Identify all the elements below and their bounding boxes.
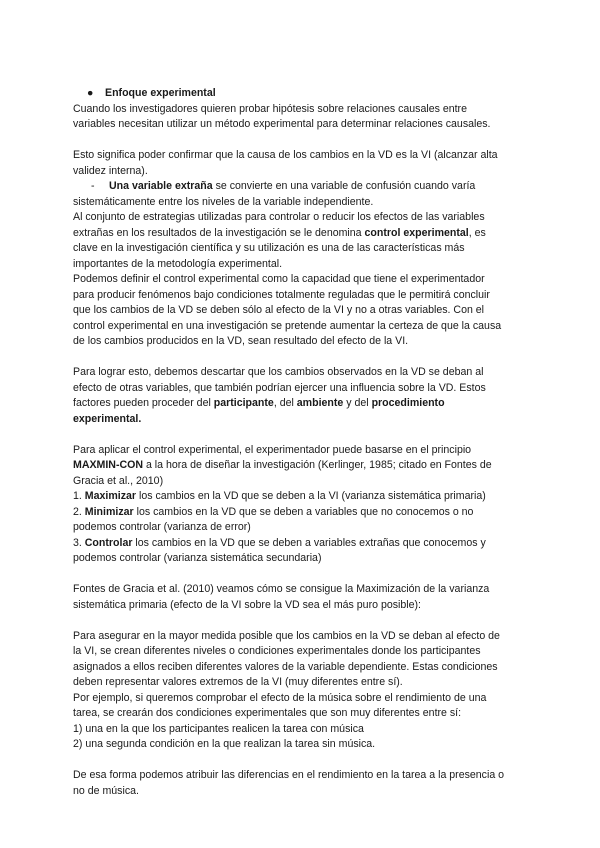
paragraph-line: De esa forma podemos atribuir las diferencias en el rendimiento en la tarea a la presencia o [73, 769, 505, 781]
paragraph-line: asignados a ellos reciben diferentes valores de la variable dependiente. Estas condiciones [73, 660, 498, 673]
paragraph-line: clave en la investigación científica y su utilización es una de las características más [73, 242, 465, 254]
paragraph-line: Esto significa poder confirmar que la causa de los cambios en la VD es la VI (alcanzar alta [73, 149, 498, 161]
paragraph-line: deben representar valores extremos de la VI (muy diferentes entre sí). [73, 676, 403, 688]
paragraph-line: 1) una en la que los participantes realicen la tarea con música [73, 722, 364, 735]
paragraph-line: importantes de la metodología experimental. [73, 257, 283, 270]
paragraph-line: Fontes de Gracia et al. (2010) veamos cómo se consigue la Maximización de la varianza [73, 583, 490, 595]
paragraph-line: Para asegurar en la mayor medida posible que los cambios en la VD se deban al efecto de [73, 629, 500, 642]
paragraph-line: control experimental en una investigación se pretende aumentar la certeza de que la causa [73, 319, 502, 332]
paragraph-line: para producir fenómenos bajo condiciones totalmente reguladas que le permitirá concluir [73, 288, 490, 301]
paragraph-line: no de música. [73, 784, 139, 797]
paragraph-line: Al conjunto de estrategias utilizadas para controlar o reducir los efectos de las variables [73, 211, 485, 223]
paragraph-line: Podemos definir el control experimental como la capacidad que tiene el experimentador [73, 273, 485, 285]
heading-title: Enfoque experimental [105, 87, 216, 99]
paragraph-line: extrañas en los resultados de la investigación se le denomina control experimental, es [73, 226, 486, 239]
list-item: 3. Controlar los cambios en la VD que se deben a variables extrañas que conocemos y [73, 536, 486, 549]
list-item-cont: podemos controlar (varianza sistemática secundaria) [73, 552, 322, 564]
paragraph-line: factores pueden proceder del participante, del ambiente y del procedimiento [73, 397, 445, 409]
paragraph-line: tarea, se crearán dos condiciones experimentales que son muy diferentes entre sí: [73, 707, 462, 719]
list-item: 1. Maximizar los cambios en la VD que se deben a la VI (varianza sistemática primaria) [73, 490, 486, 502]
bullet-icon: ● [87, 87, 94, 99]
paragraph-line: Para aplicar el control experimental, el experimentador puede basarse en el principio [73, 443, 472, 456]
paragraph-line: 2) una segunda condición en la que realizan la tarea sin música. [73, 738, 376, 750]
paragraph-line: experimental. [73, 412, 142, 425]
section-heading [73, 86, 533, 102]
paragraph-line: sistemáticamente entre los niveles de la variable independiente. [73, 195, 374, 208]
dash-item: - Una variable extraña se convierte en una variable de confusión cuando varía [91, 180, 476, 192]
paragraph-line: Gracia et al., 2010) [73, 474, 164, 487]
paragraph-line: de los cambios producidos en la VD, sean resultado del efecto de la VI. [73, 335, 409, 347]
paragraph-line: la VI, se crean diferentes niveles o condiciones experimentales donde los participantes [73, 645, 481, 657]
list-item: 2. Minimizar los cambios en la VD que se deben a variables que no conocemos o no [73, 505, 474, 518]
paragraph-line: MAXMIN-CON a la hora de diseñar la investigación (Kerlinger, 1985; citado en Fontes de [73, 459, 492, 471]
paragraph-line: Para lograr esto, debemos descartar que los cambios observados en la VD se deban al [73, 366, 484, 378]
paragraph-line: validez interna). [73, 164, 148, 177]
paragraph-line: efecto de otras variables, que también podrían ejercer una influencia sobre la VD. Estos [73, 381, 486, 394]
paragraph-line: sistemática primaria (efecto de la VI sobre la VD sea el más puro posible): [73, 598, 421, 611]
paragraph-line: Por ejemplo, si queremos comprobar el efecto de la música sobre el rendimiento de una [73, 691, 487, 704]
document-page [73, 86, 533, 799]
list-item-cont: podemos controlar (varianza de error) [73, 521, 251, 533]
paragraph-line: que los cambios de la VD se deben sólo al efecto de la VI y no a otras variables. Con el [73, 304, 485, 316]
paragraph-line: Cuando los investigadores quieren probar hipótesis sobre relaciones causales entre [73, 102, 467, 115]
paragraph-line: variables necesitan utilizar un método experimental para determinar relaciones causales. [73, 118, 491, 130]
